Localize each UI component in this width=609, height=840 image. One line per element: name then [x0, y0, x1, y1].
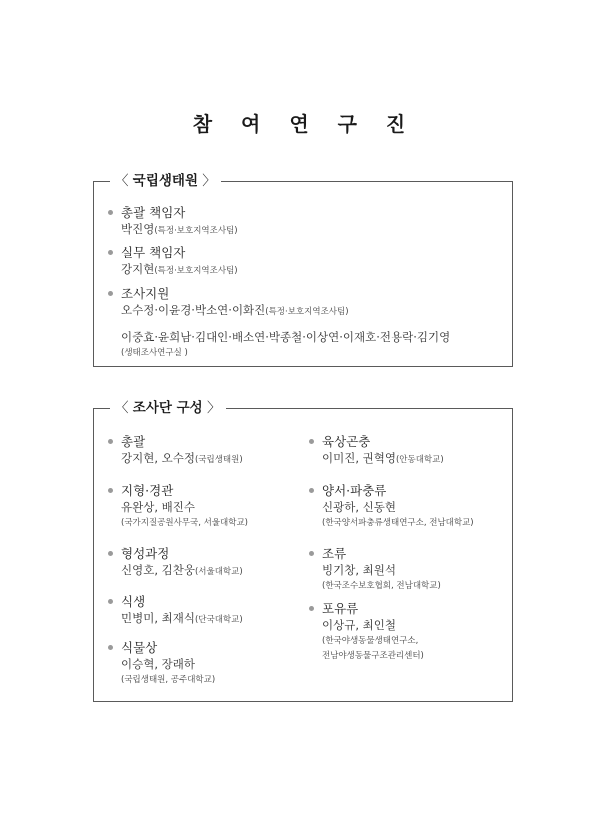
bullet-icon	[108, 645, 113, 650]
page-title: 참 여 연 구 진	[192, 112, 417, 136]
team-item-herptiles: 양서·파충류 신광하, 신동현 (한국양서파충류생태연구소, 전남대학교)	[309, 482, 474, 531]
bullet-icon	[108, 439, 113, 444]
nie-panel	[93, 173, 513, 367]
section-practical-lead: 실무 책임자 강지현(특정·보호지역조사팀)	[108, 244, 238, 280]
team-item-general: 총괄 강지현, 오수정(국립생태원)	[108, 433, 243, 469]
team-item-flora: 식물상 이승혁, 장래하 (국립생태원, 공주대학교)	[108, 639, 215, 688]
team-item-mammals: 포유류 이상규, 최인철 (한국야생동물생태연구소, 전남야생동물구조관리센터)	[309, 600, 424, 664]
bullet-icon	[108, 599, 113, 604]
bullet-icon	[108, 488, 113, 493]
nie-panel-heading: 〈 국립생태원 〉	[110, 171, 221, 191]
bullet-icon	[108, 551, 113, 556]
team-panel-heading: 〈 조사단 구성 〉	[110, 398, 226, 418]
team-item-vegetation: 식생 민병미, 최재식(단국대학교)	[108, 593, 243, 629]
team-item-formation: 형성과정 신영호, 김찬웅(서울대학교)	[108, 545, 243, 581]
bullet-icon	[108, 210, 113, 215]
team-item-landform: 지형·경관 유완상, 배진수 (국가지질공원사무국, 서울대학교)	[108, 482, 248, 531]
team-panel	[93, 400, 513, 702]
section-survey-support: 조사지원 오수정·이윤경·박소연·이화진(특정·보호지역조사팀) 이중효·윤희남·김대인·배소연·박종철·이상연·이재호·전용락·김기영 (생태조사연구실 )	[108, 285, 450, 361]
bullet-icon	[108, 291, 113, 296]
section-general-lead: 총괄 책임자 박진영(특정·보호지역조사팀)	[108, 204, 238, 240]
team-item-insects: 육상곤충 이미진, 권혁영(안동대학교)	[309, 433, 444, 469]
bullet-icon	[108, 250, 113, 255]
bullet-icon	[309, 551, 314, 556]
team-item-birds: 조류 빙기창, 최원석 (한국조수보호협회, 전남대학교)	[309, 545, 441, 594]
bullet-icon	[309, 606, 314, 611]
bullet-icon	[309, 439, 314, 444]
bullet-icon	[309, 488, 314, 493]
